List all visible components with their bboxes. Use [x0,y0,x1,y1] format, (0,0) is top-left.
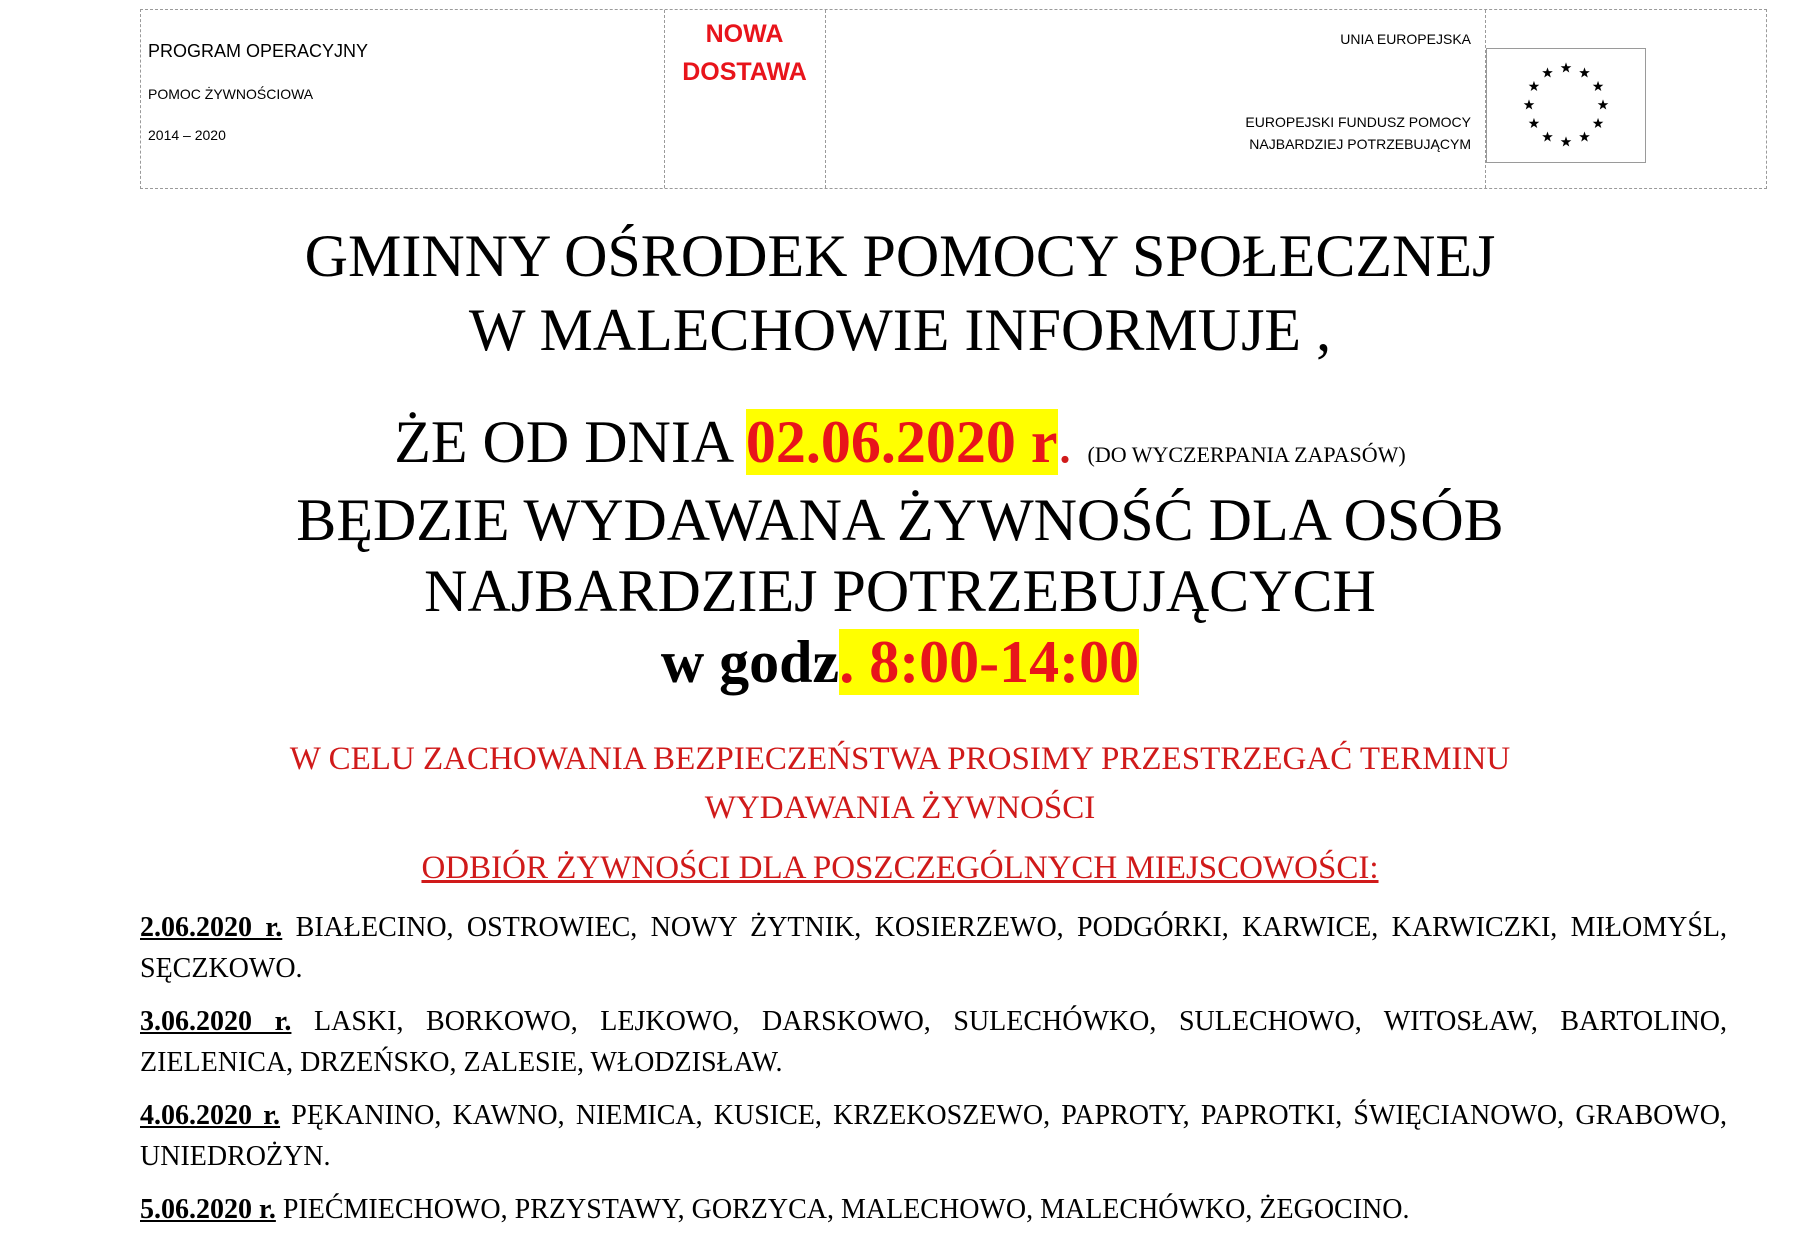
schedule-date: 3.06.2020 r. [140,1006,292,1037]
eu-star-icon [1561,62,1572,72]
eu-label: UNIA EUROPEJSKA [1340,31,1471,47]
notice-hours-line [0,626,1800,698]
start-date: 02.06.2020 r [745,409,1058,475]
eu-star-icon [1579,67,1590,77]
schedule-places: PIEĆMIECHOWO, PRZYSTAWY, GORZYCA, MALECHOWO, MALECHÓWKO, ŻEGOCINO. [282,1194,1410,1225]
schedule-places: PĘKANINO, KAWNO, NIEMICA, KUSICE, KRZEKOSZEWO, PAPROTY, PAPROTKI, ŚWIĘCIANOWO, GRABOWO, UNIEDROŻYN. [140,1100,1728,1172]
hours-prefix: w godz [660,629,840,695]
notice-line2: W MALECHOWIE INFORMUJE , [468,297,1332,363]
eu-star-icon [1542,131,1553,141]
hours: . 8:00-14:00 [839,629,1140,695]
eu-star-icon [1561,136,1572,146]
eu-star-icon [1529,118,1540,128]
notice-line5: NAJBARDZIEJ POTRZEBUJĄCYCH [424,558,1376,624]
schedule-places: LASKI, BORKOWO, LEJKOWO, DARSKOWO, SULECHÓWKO, SULECHOWO, WITOSŁAW, BARTOLINO, ZIELENICA, DRZEŃSKO, ZALESIE, WŁODZISŁAW. [140,1006,1728,1078]
eu-star-icon [1598,99,1609,109]
fund-name [1245,111,1471,155]
eu-star-icon [1529,81,1540,91]
program-years: 2014 – 2020 [148,127,226,143]
schedule-places: BIAŁECINO, OSTROWIEC, NOWY ŻYTNIK, KOSIERZEWO, PODGÓRKI, KARWICE, KARWICZKI, MIŁOMYŚL, SĘCZKOWO. [140,912,1728,984]
eu-flag-icon [1486,48,1646,163]
badge-line1: NOWA [705,20,784,48]
program-title: PROGRAM OPERACYJNY [148,41,369,61]
header-table [140,9,1767,189]
eu-star-icon [1524,99,1535,109]
schedule-heading: ODBIÓR ŻYWNOŚCI DLA POSZCZEGÓLNYCH MIEJSCOWOŚCI: [421,850,1379,886]
notice-date-line [0,405,1800,492]
date-dot: . [1057,409,1073,475]
eu-star-icon [1579,131,1590,141]
schedule-item [140,1189,1727,1230]
schedule-item [140,907,1727,989]
notice-line4: BĘDZIE WYDAWANA ŻYWNOŚĆ DLA OSÓB [296,487,1504,553]
program-subtitle: POMOC ŻYWNOŚCIOWA [148,86,314,102]
schedule-date: 4.06.2020 r. [140,1100,281,1131]
schedule-date: 5.06.2020 r. [140,1194,276,1225]
notice-date-prefix: ŻE OD DNIA [394,409,746,475]
badge-line2: DOSTAWA [682,58,807,86]
header-divider [825,10,826,188]
eu-star-icon [1593,81,1604,91]
warning-line2: WYDAWANIA ŻYWNOŚCI [704,790,1096,826]
notice-line1: GMINNY OŚRODEK POMOCY SPOŁECZNEJ [304,223,1496,289]
new-delivery-badge [664,15,825,91]
fund-line2: NAJBARDZIEJ POTRZEBUJĄCYM [1249,136,1471,152]
supply-note: (DO WYCZERPANIA ZAPASÓW) [1087,442,1406,467]
eu-flag-stars [1487,49,1645,162]
schedule-date: 2.06.2020 r. [140,912,283,943]
schedule-item [140,1001,1727,1083]
eu-star-icon [1593,118,1604,128]
schedule-item [140,1095,1727,1177]
warning-line1: W CELU ZACHOWANIA BEZPIECZEŃSTWA PROSIMY PRZESTRZEGAĆ TERMINU [289,741,1511,777]
eu-star-icon [1542,67,1553,77]
fund-line1: EUROPEJSKI FUNDUSZ POMOCY [1245,114,1471,130]
